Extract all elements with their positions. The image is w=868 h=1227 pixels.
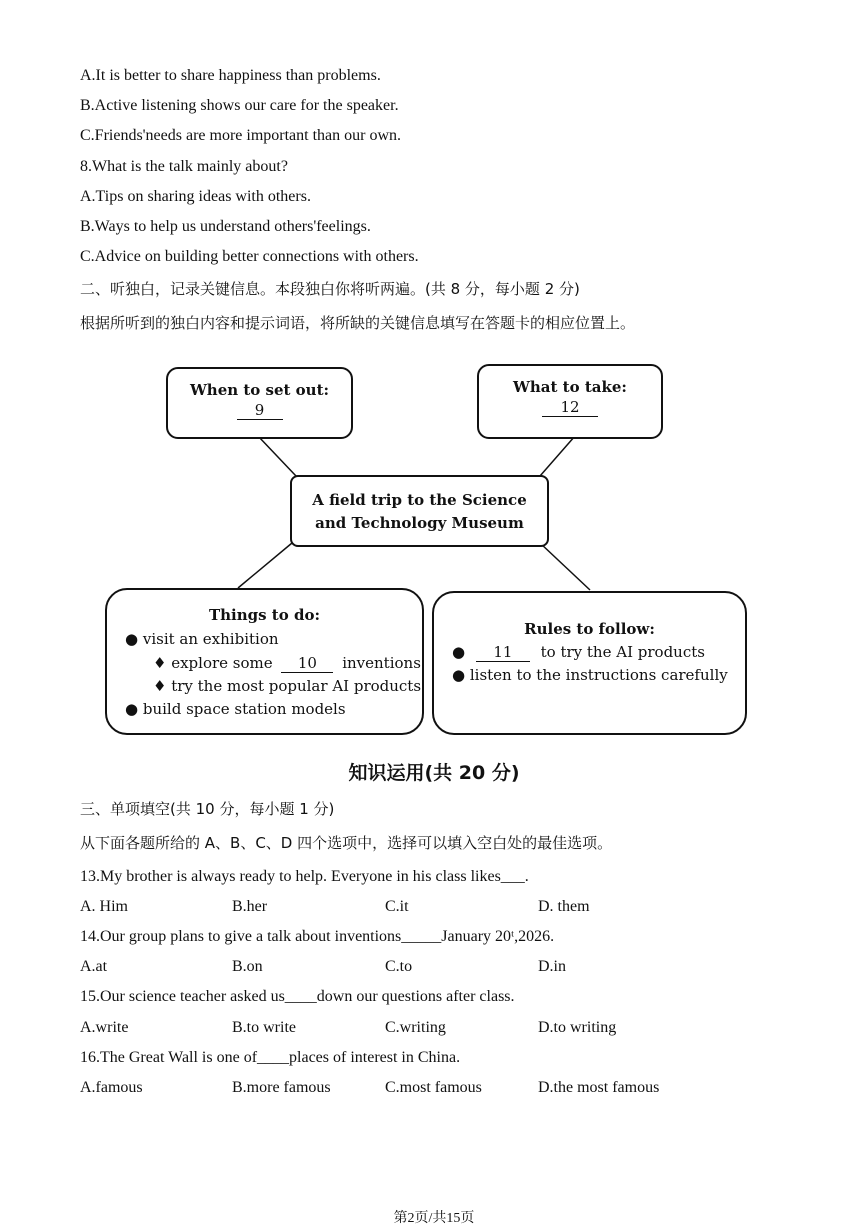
blank-10[interactable]: 10 (281, 654, 333, 673)
option-d[interactable]: D.the most famous (538, 1079, 660, 1096)
center-line-2: and Technology Museum (315, 514, 524, 532)
question-stem: 16.The Great Wall is one of____places of interest in China. (80, 1049, 461, 1066)
option-text: B.Ways to help us understand others'feelings. (80, 218, 371, 235)
option-b[interactable]: B.on (232, 958, 263, 975)
option-a[interactable]: A. Him (80, 898, 128, 915)
things-title: Things to do: (208, 606, 320, 624)
rules-title: Rules to follow: (524, 620, 655, 638)
option-b[interactable]: B.her (232, 898, 268, 915)
option-d[interactable]: D.to writing (538, 1019, 617, 1036)
things-sub-1-post: inventions (342, 654, 421, 672)
option-d[interactable]: D.in (538, 958, 566, 975)
what-title: What to take: (513, 378, 627, 396)
option-text: C.Advice on building better connections with others. (80, 248, 419, 265)
things-sub-1-pre: explore some (171, 654, 273, 672)
option-c[interactable]: C.most famous (385, 1079, 482, 1096)
rules-item-1-text: to try the AI products (540, 643, 705, 661)
things-sub-2: ♦ try the most popular AI products (153, 677, 422, 695)
page-footer: 第2页/共15页 (393, 1211, 475, 1226)
option-text: A.It is better to share happiness than problems. (80, 67, 381, 84)
rules-item-2: ● listen to the instructions carefully (452, 666, 728, 684)
center-line-1: A field trip to the Science (312, 491, 527, 509)
option-b[interactable]: B.to write (232, 1019, 296, 1036)
option-a[interactable]: A.write (80, 1019, 129, 1036)
center-box (290, 475, 549, 547)
things-item-2: ● build space station models (125, 700, 346, 718)
blank-12[interactable]: 12 (542, 398, 598, 417)
option-a[interactable]: A.famous (80, 1079, 143, 1096)
rules-item-2-text: listen to the instructions carefully (469, 666, 728, 684)
option-c[interactable]: C.writing (385, 1019, 446, 1036)
section-instruction: 根据所听到的独白内容和提示词语，将所缺的关键信息填写在答题卡的相应位置上。 (80, 314, 636, 332)
question-stem: 8.What is the talk mainly about? (80, 158, 288, 175)
option-c[interactable]: C.to (385, 958, 413, 975)
question-stem: 13.My brother is always ready to help. Everyone in his class likes___. (80, 868, 529, 885)
when-title: When to set out: (189, 381, 330, 399)
section-title: 三、单项填空(共 10 分，每小题 1 分) (80, 800, 335, 818)
things-item-1: ● visit an exhibition (125, 630, 279, 648)
option-text: A.Tips on sharing ideas with others. (80, 188, 311, 205)
option-d[interactable]: D. them (538, 898, 590, 915)
option-b[interactable]: B.more famous (232, 1079, 331, 1096)
option-c[interactable]: C.it (385, 898, 409, 915)
option-text: C.Friends'needs are more important than our own. (80, 127, 402, 144)
rules-item-1: ● 11 to try the AI products (452, 643, 705, 661)
blank-9[interactable]: 9 (237, 401, 283, 420)
section-instruction: 从下面各题所给的 A、B、C、D 四个选项中，选择可以填入空白处的最佳选项。 (80, 834, 613, 852)
things-box (105, 588, 424, 735)
things-sub-2-text: try the most popular AI products (171, 677, 422, 695)
things-item-2-text: build space station models (142, 700, 346, 718)
things-item-1-text: visit an exhibition (142, 630, 279, 648)
things-sub-1: ♦ explore some 10 inventions (153, 654, 421, 672)
question-stem: 14.Our group plans to give a talk about inventions_____January 20ᵗ,2026. (80, 928, 555, 945)
what-box (477, 364, 663, 439)
option-a[interactable]: A.at (80, 958, 108, 975)
blank-11[interactable]: 11 (476, 643, 530, 662)
section-title: 二、听独白，记录关键信息。本段独白你将听两遍。(共 8 分，每小题 2 分) (80, 280, 580, 298)
option-text: B.Active listening shows our care for the speaker. (80, 97, 399, 114)
rules-box (432, 591, 747, 735)
section-heading: 知识运用(共 20 分) (348, 762, 520, 784)
question-stem: 15.Our science teacher asked us____down our questions after class. (80, 988, 515, 1005)
when-box (166, 367, 353, 439)
